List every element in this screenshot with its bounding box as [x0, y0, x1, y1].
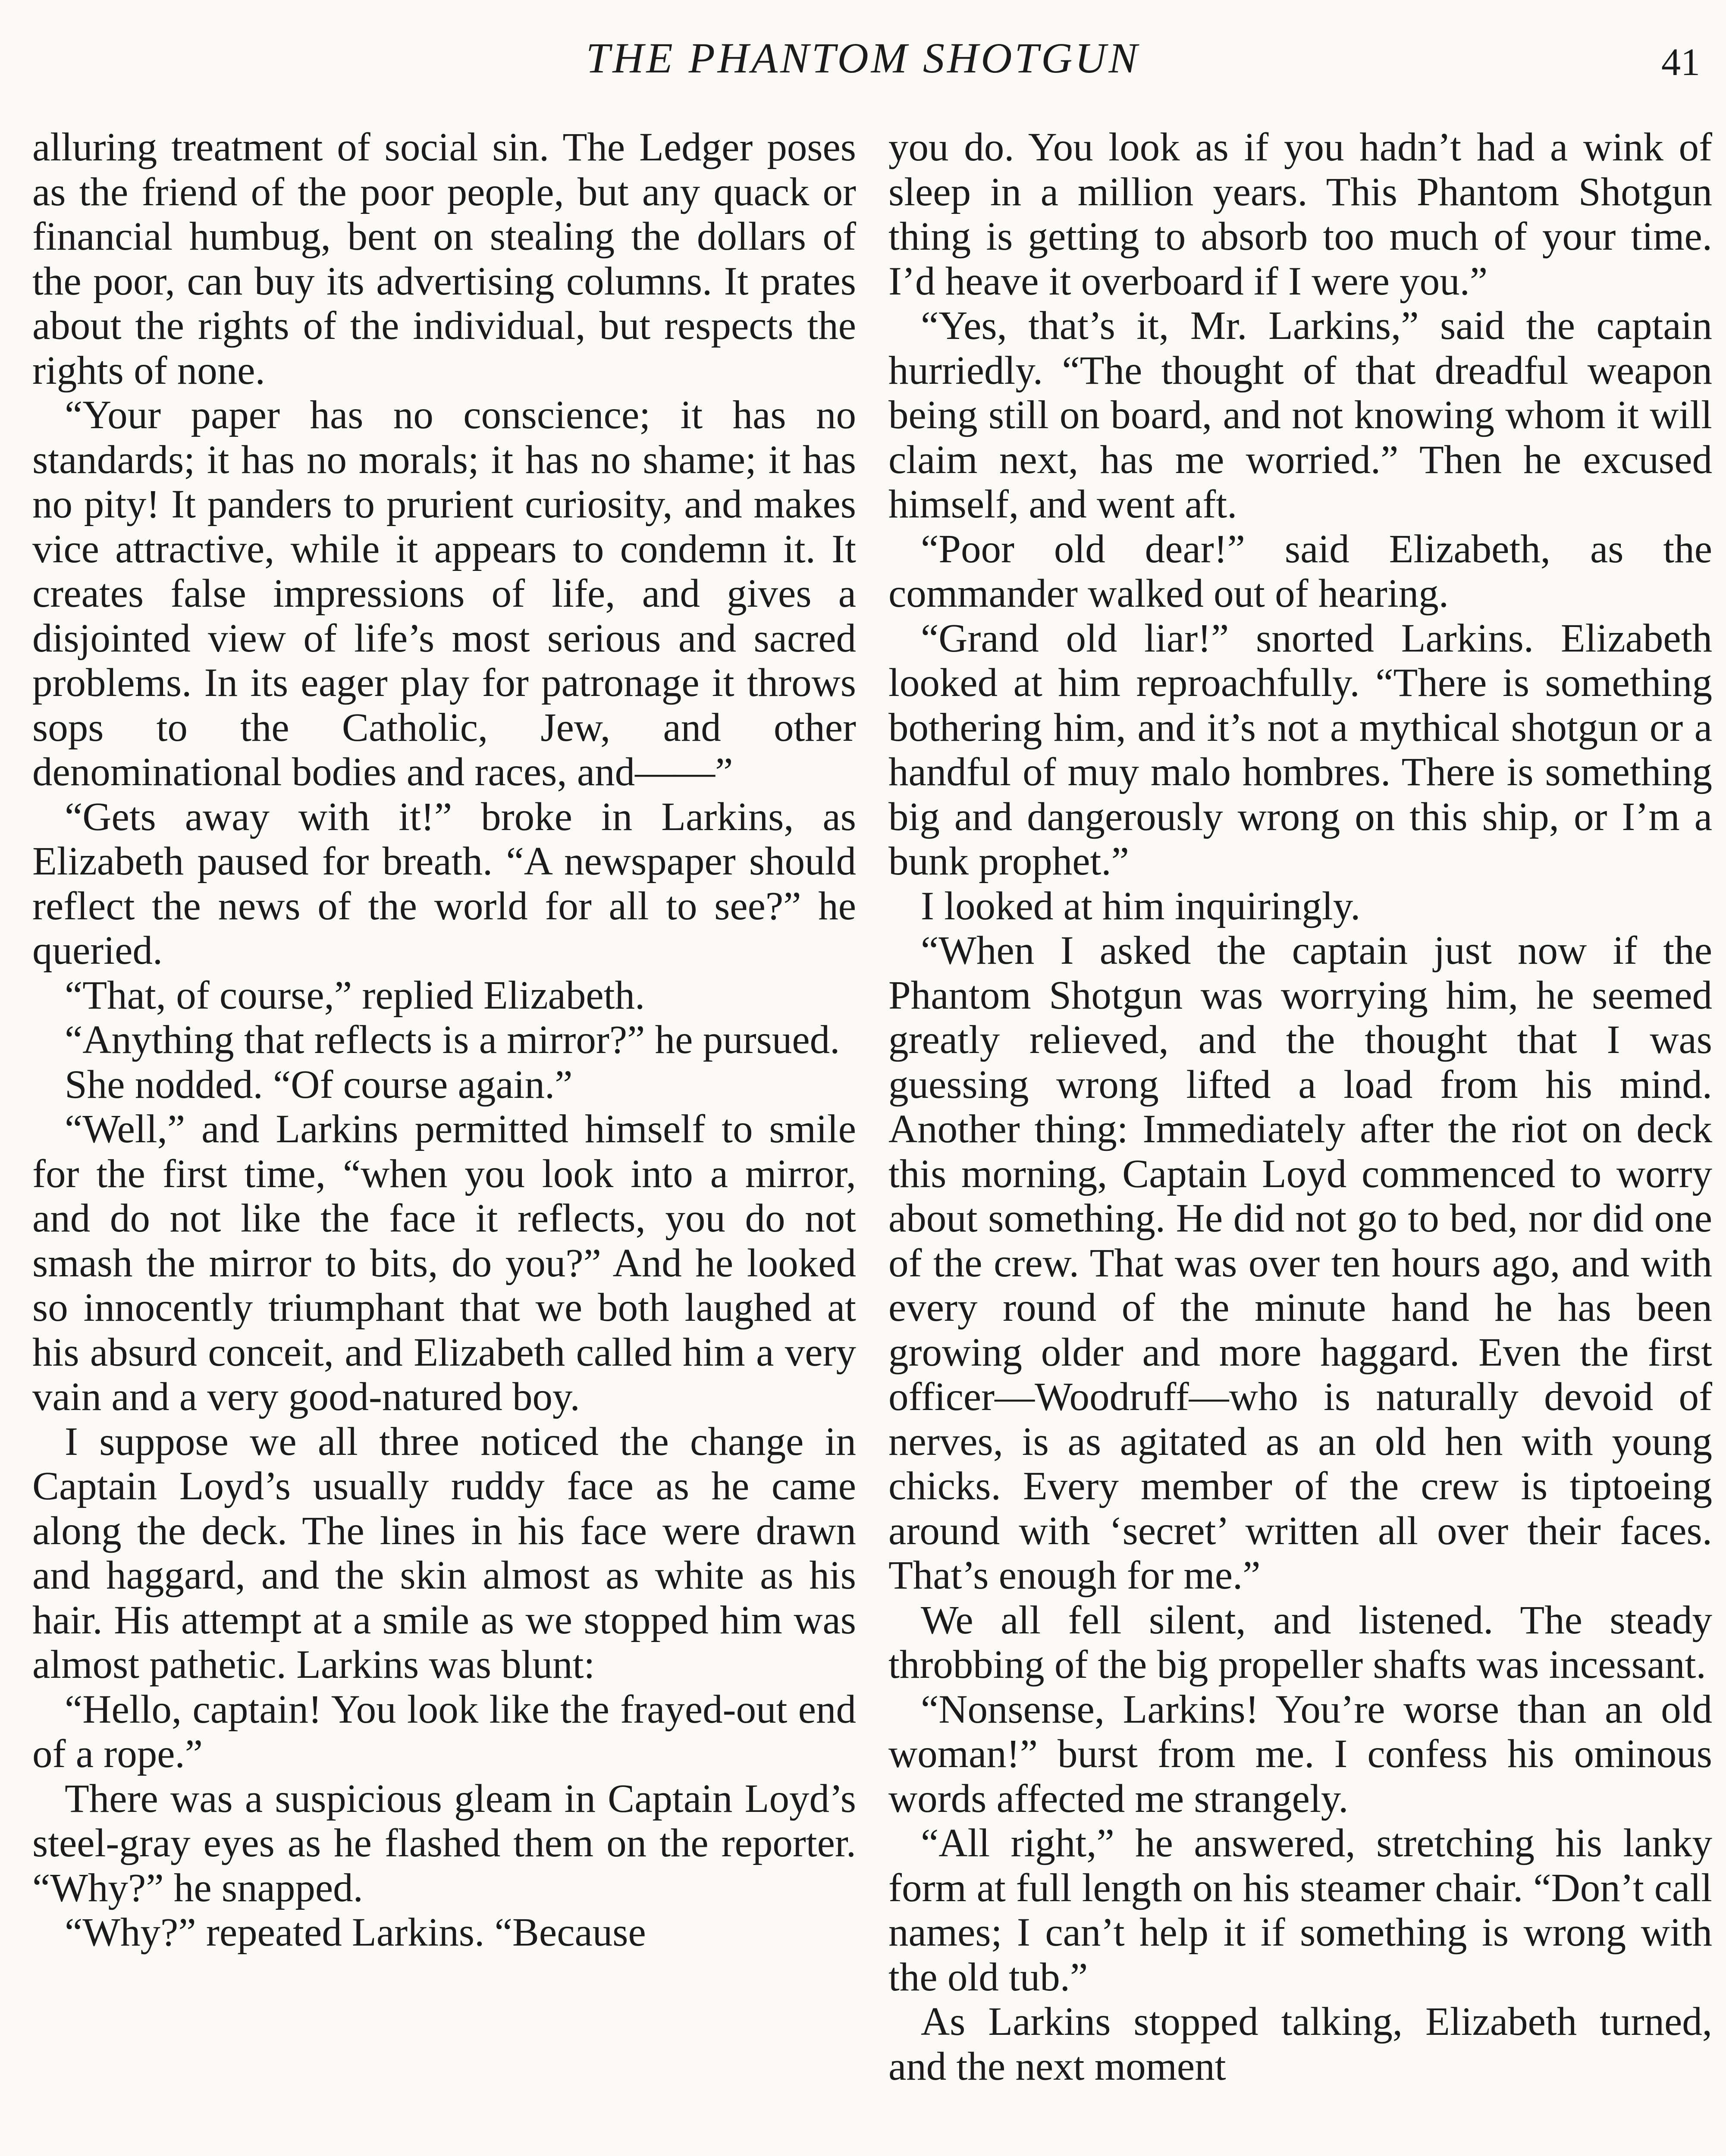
paragraph: “Nonsense, Larkins! You’re worse than an old woman!” burst from me. I confess his ominous words affected me strangely. [888, 1687, 1712, 1821]
paragraph: We all fell silent, and listened. The steady throbbing of the big propeller shafts was incessant. [888, 1598, 1712, 1687]
paragraph: “Poor old dear!” said Elizabeth, as the commander walked out of hearing. [888, 526, 1712, 616]
paragraph: “Gets away with it!” broke in Larkins, as Elizabeth paused for breath. “A newspaper should reflect the news of the world for all to see?” he queried. [32, 794, 856, 973]
column-gutter [871, 125, 872, 2156]
paragraph: “That, of course,” replied Elizabeth. [65, 973, 645, 1018]
running-title: THE PHANTOM SHOTGUN [586, 34, 1140, 82]
paragraph: There was a suspicious gleam in Captain Loyd’s steel-gray eyes as he flashed them on the reporter. “Why?” he snapped. [32, 1776, 856, 1910]
paragraph: “Grand old liar!” snorted Larkins. Elizabeth looked at him reproachfully. “There is something bothering him, and it’s not a mythical shotgun or a handful of muy malo hombres. There is something big and dangerously wrong on this ship, or I’m a bunk prophet.” [888, 616, 1712, 884]
paragraph: She nodded. “Of course again.” [65, 1062, 573, 1107]
page-number: 41 [1661, 41, 1700, 84]
paragraph: “When I asked the captain just now if the Phantom Shotgun was worrying him, he seemed greatly relieved, and the thought that I was guessing wrong lifted a load from his mind. Another thing: Immediately after the riot on deck this morning, Captain Loyd commenced to worry about something. He did not go to bed, nor did one of the crew. That was over ten hours ago, and with every round of the minute hand he has been growing older and more haggard. Even the first officer—Woodruff—who is naturally devoid of nerves, is as agitated as an old hen with young chicks. Every member of the crew is tiptoeing around with ‘secret’ written all over their faces. That’s enough for me.” [888, 928, 1712, 1598]
paragraph: “Yes, that’s it, Mr. Larkins,” said the captain hurriedly. “The thought of that dreadful weapon being still on board, and not knowing whom it will claim next, has me worried.” Then he excused himself, and went aft. [888, 304, 1712, 526]
right-column [888, 125, 1712, 2156]
left-column [32, 125, 856, 2156]
paragraph: alluring treatment of social sin. The Ledger poses as the friend of the poor people, but any quack or financial humbug, bent on stealing the dollars of the poor, can buy its advertising columns. It prates about the rights of the individual, but respects the rights of none. [32, 125, 856, 393]
paragraph: “Hello, captain! You look like the frayed-out end of a rope.” [32, 1687, 856, 1776]
paragraph: “Anything that reflects is a mirror?” he pursued. [65, 1018, 840, 1062]
paragraph: “Your paper has no conscience; it has no standards; it has no morals; it has no shame; it has no pity! It panders to prurient curiosity, and makes vice attractive, while it appears to condemn it. It creates false impressions of life, and gives a disjointed view of life’s most serious and sacred problems. In its eager play for patronage it throws sops to the Catholic, Jew, and other denominational bodies and races, and——” [32, 393, 856, 794]
paragraph: “Well,” and Larkins permitted himself to smile for the first time, “when you look into a mirror, and do not like the face it reflects, you do not smash the mirror to bits, do you?” And he looked so innocently triumphant that we both laughed at his absurd conceit, and Elizabeth called him a very vain and a very good-natured boy. [32, 1107, 856, 1419]
paragraph: “All right,” he answered, stretching his lanky form at full length on his steamer chair. “Don’t call names; I can’t help it if something is wrong with the old tub.” [888, 1821, 1712, 1999]
paragraph: I looked at him inquiringly. [921, 884, 1361, 928]
paragraph: you do. You look as if you hadn’t had a wink of sleep in a million years. This Phantom Shotgun thing is getting to absorb too much of your time. I’d heave it overboard if I were you.” [888, 125, 1712, 304]
page-header [0, 30, 1726, 99]
paragraph: I suppose we all three noticed the change in Captain Loyd’s usually ruddy face as he came along the deck. The lines in his face were drawn and haggard, and the skin almost as white as his hair. His attempt at a smile as we stopped him was almost pathetic. Larkins was blunt: [32, 1419, 856, 1687]
paragraph: As Larkins stopped talking, Elizabeth turned, and the next moment [888, 1999, 1712, 2089]
paragraph: “Why?” repeated Larkins. “Because [65, 1910, 646, 1955]
